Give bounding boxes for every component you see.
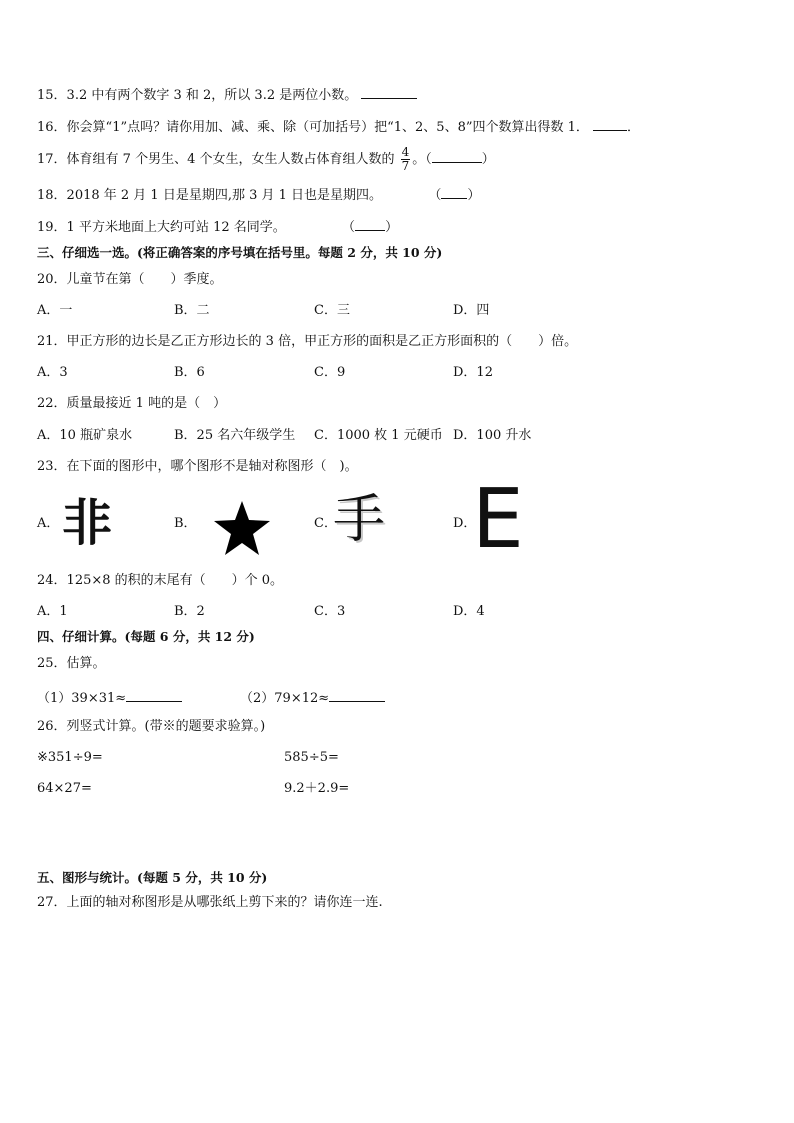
answer-blank-16[interactable]	[593, 116, 627, 131]
question-22-text: 22．质量最接近 1 吨的是（ ）	[37, 396, 227, 411]
question-15	[37, 84, 417, 105]
q24-option-a[interactable]: A．1	[37, 604, 68, 619]
question-19-close: ）	[385, 220, 399, 235]
q24-option-c[interactable]: C．3	[314, 604, 346, 619]
q20-option-c[interactable]: C．三	[314, 303, 350, 318]
q20-option-b[interactable]: B．二	[174, 303, 210, 318]
q26-expression-1: ※351÷9=	[37, 750, 103, 765]
question-18-text: 18．2018 年 2 月 1 日是星期四,那 3 月 1 日也是星期四。	[37, 188, 383, 203]
q24-option-b[interactable]: B．2	[174, 604, 205, 619]
q21-option-c[interactable]: C．9	[314, 365, 346, 380]
figure-fei-character: 非	[62, 494, 112, 552]
question-18-close: ）	[467, 188, 481, 203]
question-17-close: ）	[481, 152, 495, 167]
question-21-text: 21．甲正方形的边长是乙正方形边长的 3 倍，甲正方形的面积是乙正方形面积的（ ）倍。	[37, 334, 578, 349]
question-26-text: 26．列竖式计算。(带※的题要求验算。)	[37, 719, 266, 734]
question-27-text: 27．上面的轴对称图形是从哪张纸上剪下来的？请你连一连.	[37, 895, 383, 910]
q21-option-a[interactable]: A．3	[37, 365, 68, 380]
question-20-text: 20．儿童节在第（ ）季度。	[37, 272, 223, 287]
q23-option-c[interactable]: C．	[314, 516, 337, 531]
figure-shou-character: 手	[333, 490, 386, 550]
question-17	[37, 146, 495, 173]
q21-option-d[interactable]: D．12	[453, 365, 493, 380]
q26-expression-4: 9.2＋2.9=	[284, 781, 350, 796]
answer-blank-15[interactable]	[361, 84, 417, 99]
fraction-numerator: 4	[401, 145, 410, 159]
q26-expression-2: 585÷5=	[284, 750, 339, 765]
answer-blank-19[interactable]	[355, 218, 385, 231]
question-19	[37, 218, 398, 237]
question-16-text: 16．你会算“1”点吗？请你用加、减、乘、除（可加括号）把“1、2、5、8”四个数算出得数 1．	[37, 120, 589, 135]
figure-letter-e: E	[472, 472, 524, 567]
fraction-denominator: 7	[401, 159, 410, 173]
q22-option-b[interactable]: B．25 名六年级学生	[174, 428, 296, 443]
answer-blank-25-2[interactable]	[329, 687, 385, 702]
q23-option-a[interactable]: A．	[37, 516, 60, 531]
question-18-open: （	[428, 188, 442, 203]
q25-part-1	[37, 687, 182, 708]
q25-part-2	[240, 687, 385, 708]
q20-option-a[interactable]: A．一	[37, 303, 73, 318]
question-16-end: ．	[627, 120, 641, 135]
question-17-text: 17．体育组有 7 个男生、4 个女生，女生人数占体育组人数的	[37, 152, 395, 167]
fraction-4-7	[401, 146, 411, 173]
question-24-text: 24．125×8 的积的末尾有（ ）个 0。	[37, 573, 284, 588]
q22-option-d[interactable]: D．100 升水	[453, 428, 532, 443]
question-19-open: （	[342, 220, 356, 235]
q23-option-b[interactable]: B．	[174, 516, 197, 531]
answer-blank-17[interactable]	[432, 150, 482, 163]
question-23-text: 23．在下面的图形中，哪个图形不是轴对称图形（ )。	[37, 459, 358, 474]
section-3-title: 三、仔细选一选。(将正确答案的序号填在括号里。每题 2 分，共 10 分)	[37, 245, 443, 260]
q21-option-b[interactable]: B．6	[174, 365, 205, 380]
question-15-text: 15．3.2 中有两个数字 3 和 2，所以 3.2 是两位小数。	[37, 88, 358, 103]
q24-option-d[interactable]: D．4	[453, 604, 485, 619]
q26-expression-3: 64×27=	[37, 781, 92, 796]
section-5-title: 五、图形与统计。(每题 5 分，共 10 分)	[37, 870, 268, 885]
question-16	[37, 116, 640, 137]
answer-blank-25-1[interactable]	[126, 687, 182, 702]
question-19-text: 19．1 平方米地面上大约可站 12 名同学。	[37, 220, 286, 235]
question-18	[37, 186, 480, 205]
q25-part-1-text: （1）39×31≈	[37, 691, 127, 706]
q22-option-a[interactable]: A．10 瓶矿泉水	[37, 428, 133, 443]
question-17-after: 。（	[412, 152, 432, 167]
answer-blank-18[interactable]	[441, 186, 467, 199]
q22-option-c[interactable]: C．1000 枚 1 元硬币	[314, 428, 443, 443]
q20-option-d[interactable]: D．四	[453, 303, 490, 318]
q23-option-d[interactable]: D．	[453, 516, 477, 531]
section-4-title: 四、仔细计算。(每题 6 分，共 12 分)	[37, 629, 255, 644]
question-25-text: 25．估算。	[37, 656, 106, 671]
star-icon	[212, 500, 272, 556]
q25-part-2-text: （2）79×12≈	[240, 691, 330, 706]
